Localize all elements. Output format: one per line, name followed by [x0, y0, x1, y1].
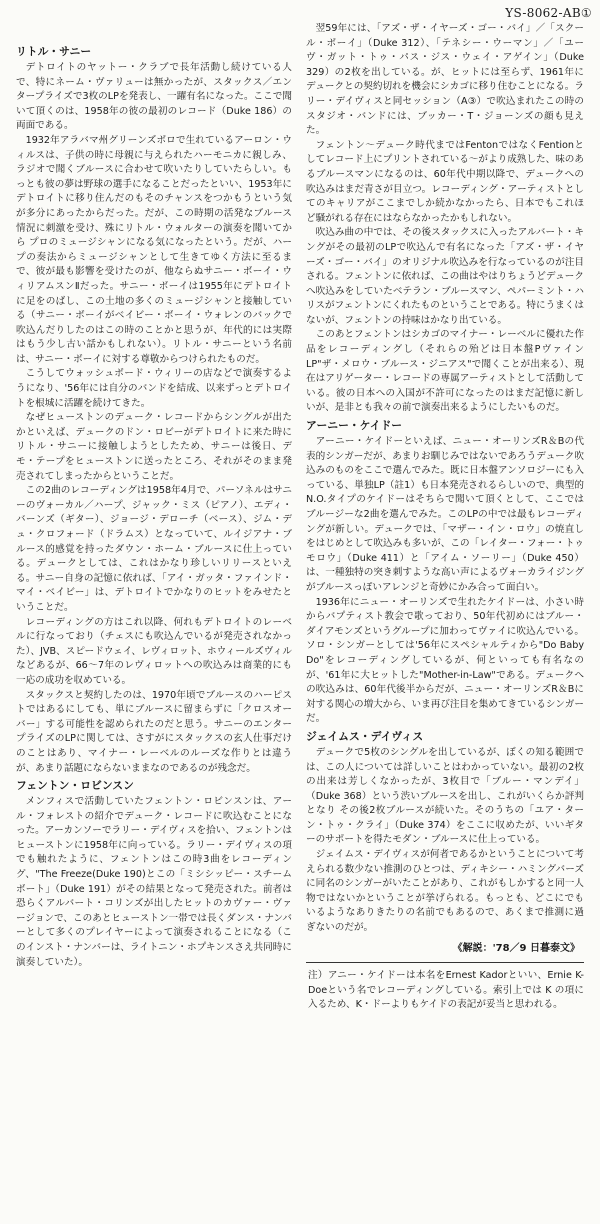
- section-heading-james-davis: ジェイムス・デイヴィス: [306, 729, 424, 743]
- paragraph: デュークで5枚のシングルを出しているが、ぼくの知る範囲では、この人については詳しいことはわかっていない。最初の2枚の出来は芳しくなかったが、3枚目で「ブルー・マンデイ」（Duke 368）という渋いブルースを出し、これがいくらか評判となり その後2枚ブルースが続いた。そのうちの「ユア・ターン・トゥ・クライ」（Duke 374）をここに収めたが、いいギターのサポートを得たモダン・ブルースに仕上っている。: [306, 746, 584, 846]
- paragraph: レコーディングの方はこれ以降、何れもデトロイトのレーベルに行なっており（チェスにも吹込んでいるが発売されなかった）、JVB、スピードウェイ、レヴィロット、ホウィールズヴィルなどあるが、66～7年のレヴィロットへの吹込みは商業的にも一応の成功を収めている。: [16, 616, 292, 686]
- paragraph: デトロイトのヤットー・クラブで長年活動し続けている人で、特にネーム・ヴァリューは無かったが、スタックス／エンタープライズで3枚のLPを発表し、一躍有名になった。ここで聞いて頂くのは、1958年の彼の最初のレコード（Duke 186）の両面である。: [16, 62, 292, 132]
- right-column: [306, 22, 584, 1013]
- catalog-number: YS-8062-AB①: [505, 6, 592, 20]
- paragraph: メンフィスで活動していたフェントン・ロビンスンは、アール・フォレストの紹介でデューク・レコードに吹込むことになった。アーカンソーでラリー・デイヴィスを拾い、フェントンはヒューストンに1958年に向っている。ラリー・デイヴィスの項でも触れたように、フェントンはこの時3曲をレコーディング、"The Freeze(Duke 190)とこの「ミシシッピー・スチームボート」（Duke 191）がその結果となって発売された。前者は恐らくアルバート・コリンズが出したヒットのカヴァー・ヴァージョンで、このあとヒューストン一帯では長くダンス・ナンバーとして多くのプレイヤーによって演奏されることになる（このインスト・ナンバーは、ライトニン・ホプキンスさえ共同時に演奏していた）。: [16, 796, 293, 968]
- paragraph: 吹込み曲の中では、その後スタックスに入ったアルバート・キングがその最初のLPで吹込んで有名になった「アズ・ザ・イヤーズ・ゴー・バイ」のオリジナル吹込みを行なっているのが注目される。フェントンに依れば、この曲はやはりちょうどデュークへ吹込みをしていたベテラン・ブルースマン、ペパーミント・ハリスがフェントンにくれたものということである。特にうまくはないが、フェントンの持味はかなり出ている。: [306, 227, 584, 326]
- footnote: 注）アニー・ケイドーは本名をErnest Kadorといい、Ernie K-Doeという名でレコーディングしている。索引上では K の項に入るため、K・ドーよりもケイドの表記が妥当と思われる。: [308, 970, 584, 1011]
- section-heading-fenton-robinson: フェントン・ロビンスン: [16, 779, 134, 793]
- section-heading-ernie-kadoe: アーニー・ケイドー: [306, 419, 403, 433]
- paragraph: このあとフェントンはシカゴのマイナー・レーベルに優れた作品をレコーディングし（それらの殆どは日本盤Pヴァイン LP"ザ・メロウ・ブルース・ジニアス"で聞くことが出来る）、現在はアリゲーター・レコードの専属アーティストとして活動している。彼の日本への入国が不許可になったのはまだ記憶に新しいが、是非とも我々の前で演奏出来るようにしたいものだ。: [306, 329, 584, 414]
- paragraph: 1936年にニュー・オーリンズで生れたケイドーは、小さい時からバプティスト教会で歌っており、50年代初めにはブルー・ダイアモンズというグループに加わってヴァイに吹込んでいる。ソロ・シンガーとしては'56年にスペシャルティから"Do Baby Do"をレコーディングしているが、何といっても有名なのが、'61年に大ヒットした"Mother-in-Law"である。デュークへの吹込みは、60年代後半からだが、ニュー・オーリンズR＆Bに対する関心の増大から、いま再び注目を集めてきているシンガーだ。: [306, 596, 584, 725]
- paragraph: 翌59年には、「アズ・ザ・イヤーズ・ゴー・バイ」／「スクール・ボーイ」（Duke 312）、「テネシー・ウーマン」／「ユーヴ・ガット・トゥ・パス・ジス・ウェイ・アゲイン」（Duke 329）の2枚を出している。が、ヒットには至らず、1961年にデュークとの契約切れを機会にシカゴに移り住むことになる。ラリー・デイヴィスと同セッション（A③）で吹込まれたこの時のスタジオ・バンドには、ブッカー・T・ジョーンズの顔も見えた。: [306, 23, 584, 137]
- paragraph: スタックスと契約したのは、1970年頃でブルースのハーピストではあるにしても、単にブルースに留まらずに「クロスオーバー」する可能性を認められたのだと思う。サニーのエンタープライズのLPに関しては、さすがにスタックスの玄人仕事だけのことはあり、マイナー・レーベルのルーズな作りとは違うが、あまり話題にならないままなのであるのが残念だ。: [16, 689, 292, 774]
- paragraph: こうしてウォッシュボード・ウィリーの店などで演奏するようになり、'56年には自分のバンドを結成、以来ずっとデトロイトを根城に活躍を続けてきた。: [16, 368, 292, 409]
- paragraph: アーニー・ケイドーといえば、ニュー・オーリンズR＆Bの代表的シンガーだが、あまりお馴じみではないであろうデューク吹込みのものをここで選んでみた。既に日本盤アンソロジーにも入っている、単独LP（註1）も日本発売されるらしいので、典型的N.O.タイプのケイドーはそちらで聞いて頂くとして、ここではブルージーな2曲を選んでみた。このLPの中では最もレコーディングが新しい。デュークでは、「マザー・イン・ロウ」の焼直しをはじめとして吹込みも多いが、この「レイター・フォー・トゥモロウ」（Duke 411）と「アイム・ソーリー」（Duke 450）は、一種独特の突き刺すような高い声によるヴォーカライジングがブルースっぽいアレンジと奇妙にかみ合って面白い。: [306, 436, 584, 593]
- paragraph: フェントン～デューク時代まではFentonではなくFentionとしてレコード上にプリントされている～がより成熟した、味のあるブルースマンになるのは、60年代中期以降で、デュークへの吹込みはまだ青さが目立つ。レコーディング・アーティストとしてのキャリアがここまでしか続かなかったら、日本でもこれほど騒がれる存在にはならなかったかもしれない。: [306, 139, 584, 224]
- author-signature: 《解説：'78／9 日暮泰文》: [452, 942, 580, 954]
- section-heading-little-sunny: リトル・サニー: [16, 45, 92, 58]
- paragraph: 1932年アラバマ州グリーンズボロで生れているアーロン・ウィルスは、子供の時に母親に与えられたハーモニカに親しみ、ラジオで聞くブルースに合わせて吹いたりしていたらしい。もっとも彼の夢は野球の選手になることだったといい、1953年にデトロイトに移り住んだのもそのチャンスをつかもうという気が多分にあったからだった。だが、この時期の活発なブルース情況に刺激を受け、殊にリトル・ウォルターの演奏を聞いてから プロのミュージシャンになる気になったという。だが、ハープの奏法からミュージシャンとして生きてゆく方法に至るまで、彼が最も影響を受けたのが、他ならぬサニー・ボーイ・ウィリアムスンⅡだった。サニー・ボーイは1955年にデトロイトに足をのばし、この土地の多くのミュージシャンと接触している（サニー・ボーイがベイビー・ボーイ・ウォレンのバックで吹込んだりしたのはこの時のことかと思うが、年代的には実際はもう少し古い話かもしれない）。リトル・サニーという名前は、サニー・ボーイに対する尊敬からつけられたものだ。: [16, 134, 292, 365]
- paragraph: この2曲のレコーディングは1958年4月で、パーソネルはサニーのヴォーカル／ハープ、ジャック・ミス（ピアノ）、エディ・バーンズ（ギター）、ジョージ・デローチ（ベース）、ジム・デュ・クロフォード（ドラムス）となっていて、ルイジアナ・ブルース的感覚を持ったダウン・ホーム・ブルースに仕上っている。デュークとしては、これはかなり珍しいリリースといえる。サニー自身の記憶に依れば、「アイ・ガッタ・ファインド・マイ・ベイビー」は、デトロイトでかなりのヒットをみせたということだ。: [16, 485, 292, 613]
- divider: [306, 962, 584, 963]
- left-column: [16, 22, 292, 970]
- paragraph: なぜヒューストンのデューク・レコードからシングルが出たかといえば、デュークのドン・ロビーがデトロイトに来た時にリトル・サニーに接触しようとしたため、サニーは後日、デモ・テープをヒューストンに送ったところ、それがそのまま発売されてしまったからということだ。: [16, 412, 292, 482]
- paragraph: ジェイムス・デイヴィスが何者であるかということについて考えられる数少ない推測のひとつは、ディキシー・ハミングバーズに同名のシンガーがいたことがあり、これがもしかすると同一人物ではないかということが挙げられる。もっとも、どこにでもいるようなありきたりの名前でもあるので、あくまで推測に過ぎないのだが。: [306, 849, 584, 934]
